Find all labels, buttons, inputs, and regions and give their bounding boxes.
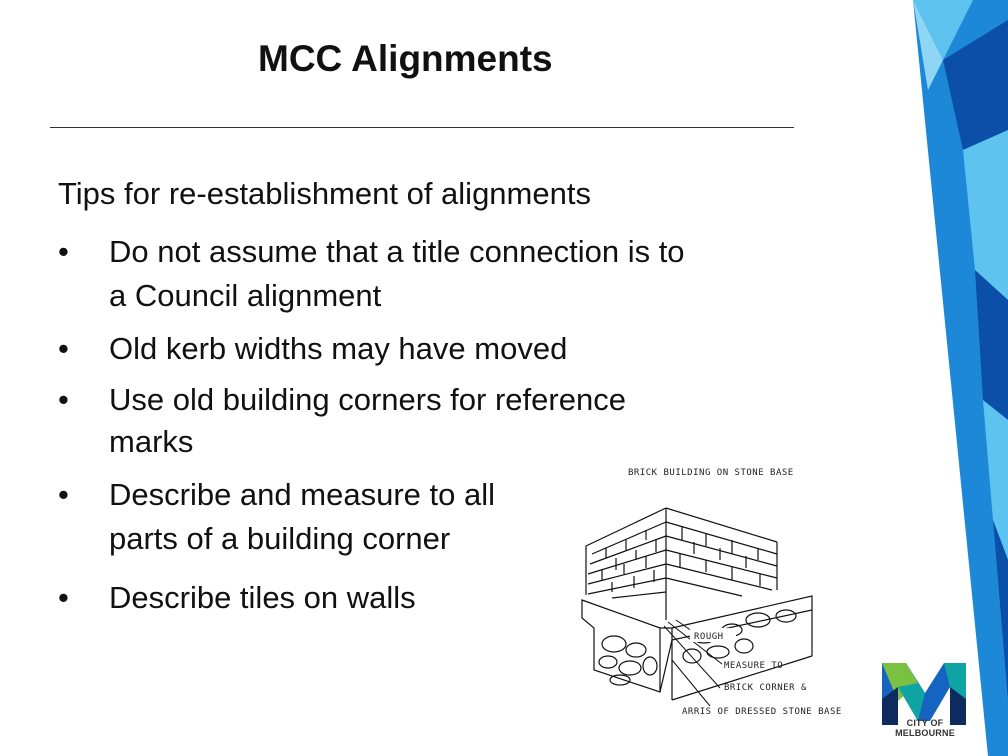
bullet-glyph: • — [58, 477, 69, 512]
label-arris: ARRIS OF DRESSED STONE BASE — [682, 707, 842, 717]
label-rough: ROUGH — [694, 632, 724, 642]
bullet-line: parts of a building corner — [109, 521, 451, 556]
bullet-glyph: • — [58, 580, 69, 615]
bullet-line: Use old building corners for reference — [109, 382, 626, 417]
title-divider — [50, 127, 794, 128]
label-brick-corner: BRICK CORNER & — [724, 683, 807, 693]
decorative-shards — [913, 0, 1008, 756]
bullet-line: Do not assume that a title connection is to — [109, 234, 685, 269]
slide-title: MCC Alignments — [258, 38, 553, 79]
label-measure: MEASURE TO — [724, 661, 784, 671]
figure-heading: BRICK BUILDING ON STONE BASE — [628, 468, 794, 478]
brick-wall — [586, 508, 777, 620]
slide-subtitle: Tips for re-establishment of alignments — [58, 176, 591, 211]
bullet-line: Describe and measure to all — [109, 477, 495, 512]
bullet-glyph: • — [58, 382, 69, 417]
bullet-line: Old kerb widths may have moved — [109, 331, 568, 366]
logo-caption: CITY OF MELBOURNE — [895, 718, 955, 738]
bullet-line: a Council alignment — [109, 278, 382, 313]
bullet-line: marks — [109, 424, 194, 459]
building-corner-illustration — [572, 460, 852, 720]
bullet-line: Describe tiles on walls — [109, 580, 416, 615]
bullet-glyph: • — [58, 234, 69, 269]
bullet-glyph: • — [58, 331, 69, 366]
